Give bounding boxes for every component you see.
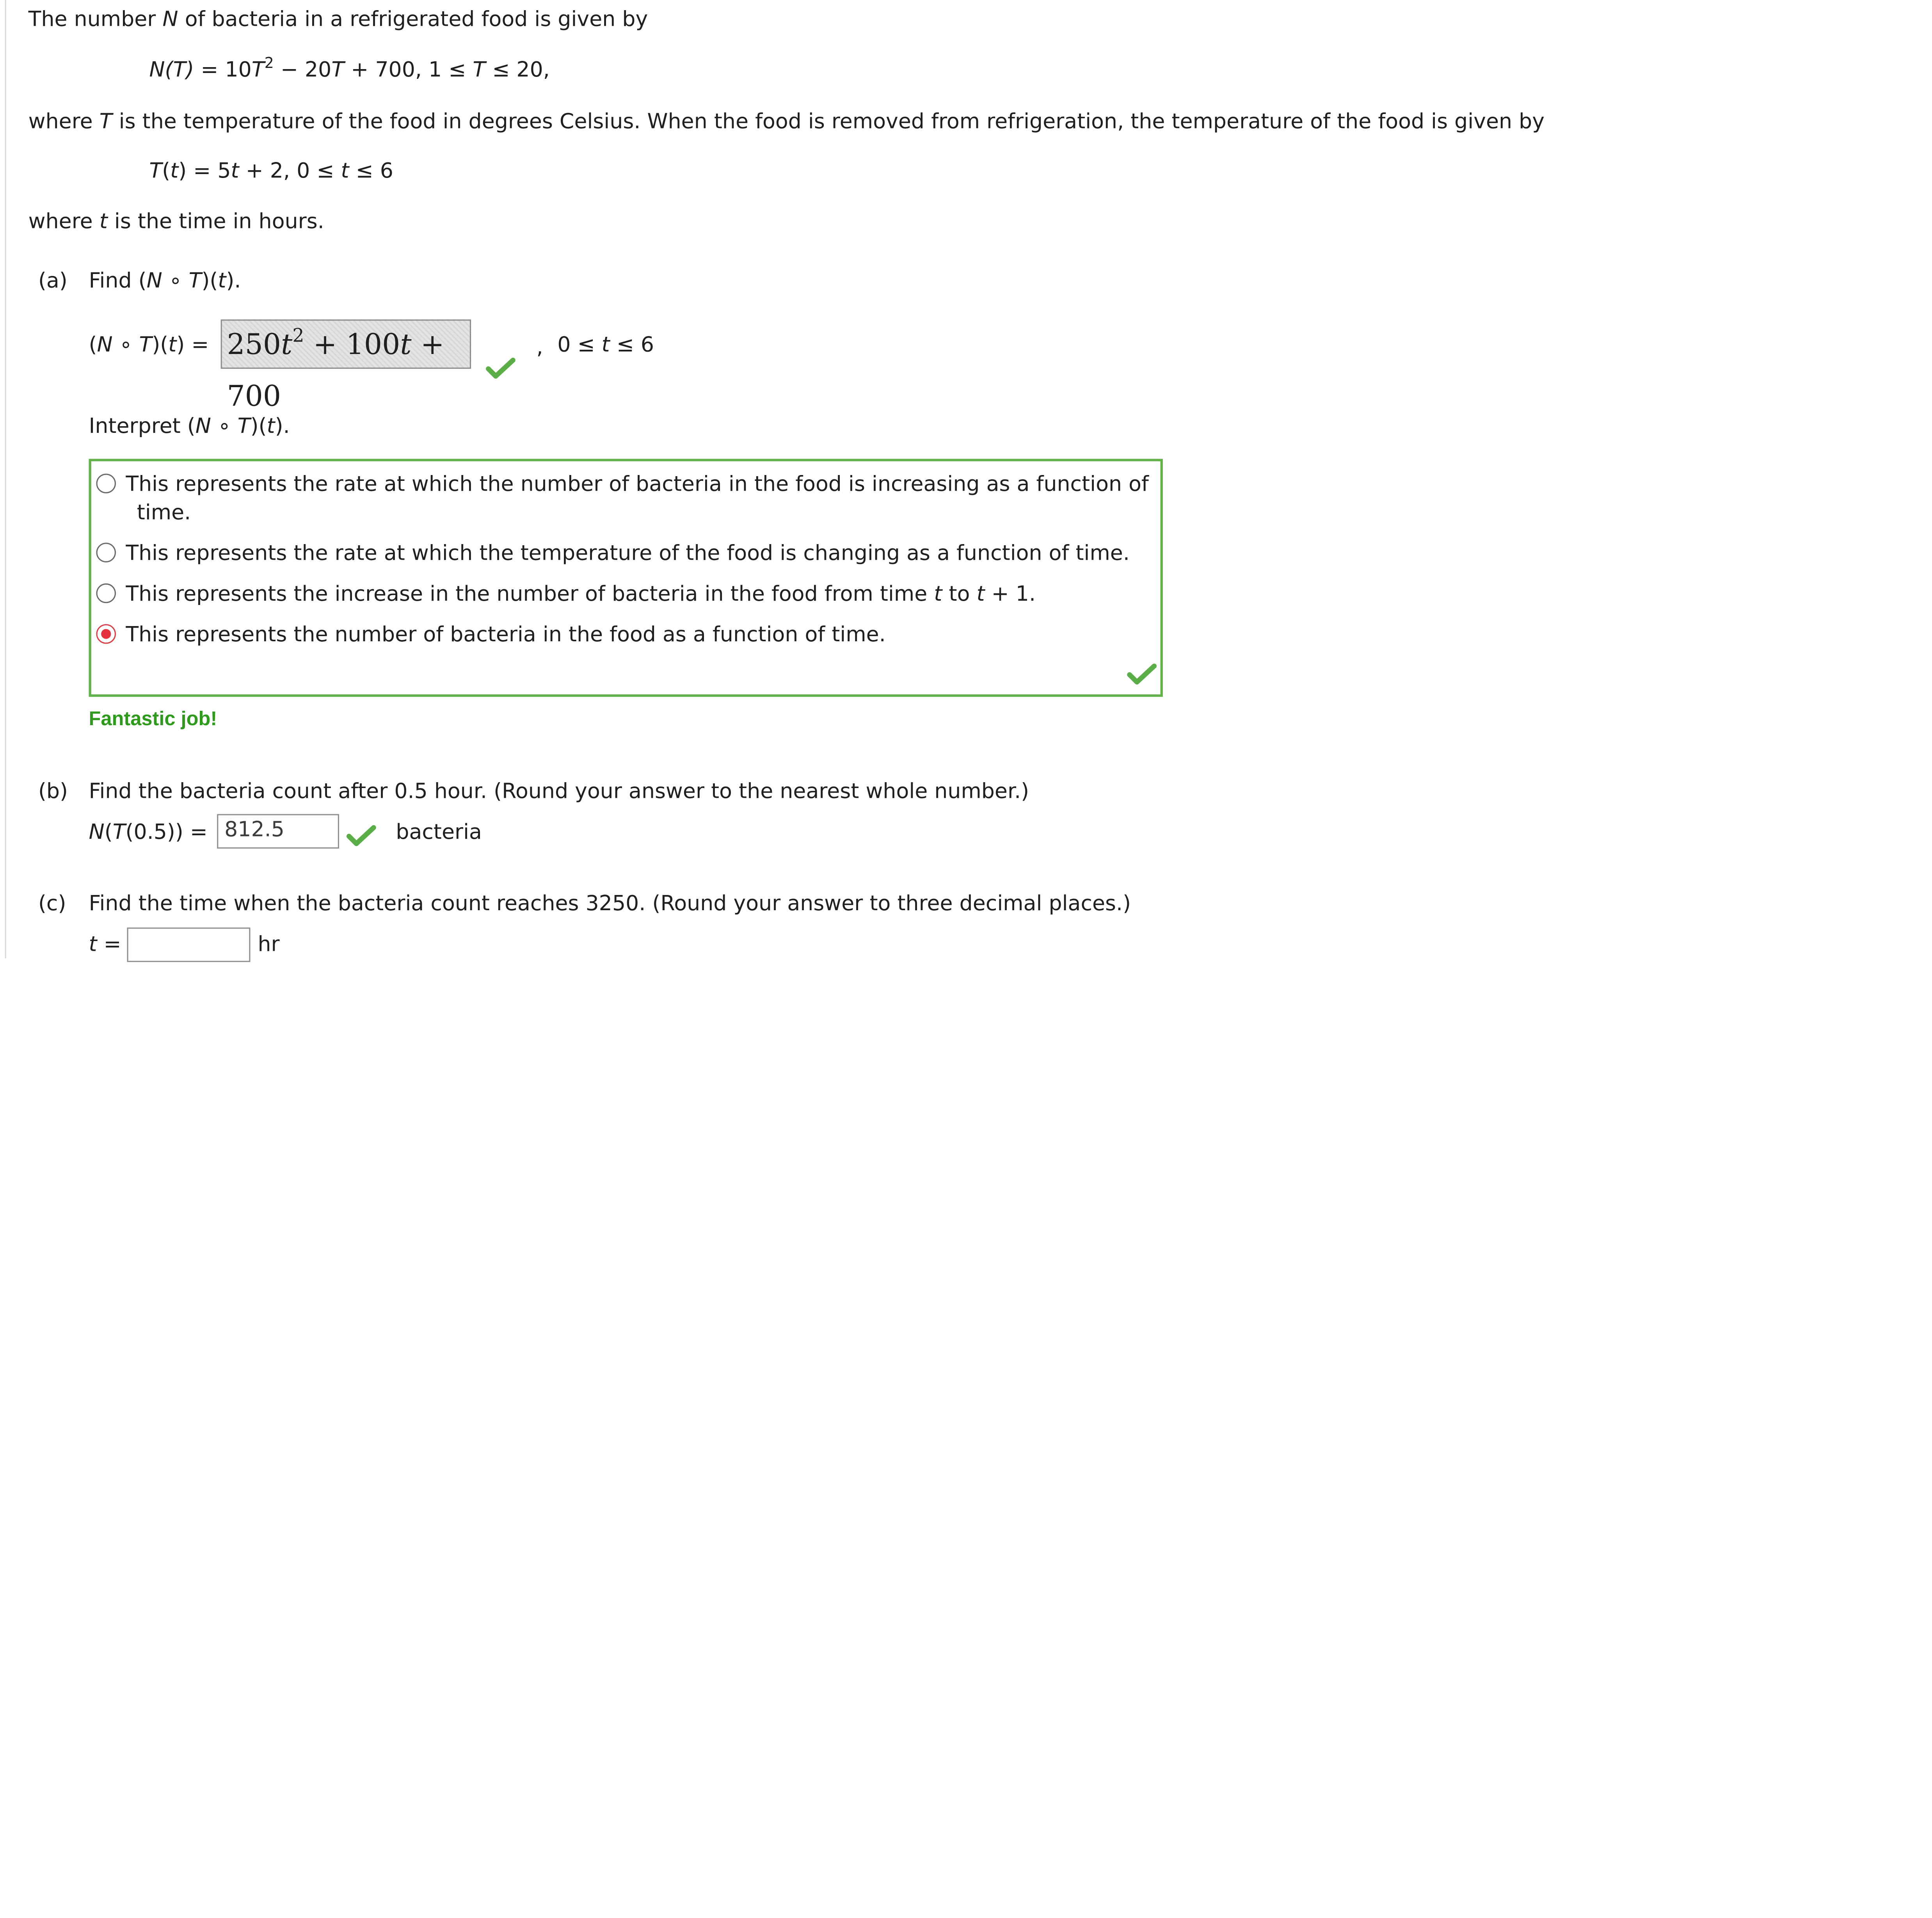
choice-var: t <box>934 582 942 607</box>
equation-T-of-t <box>149 158 393 185</box>
question-var: N <box>146 269 162 294</box>
part-a-question <box>89 268 241 295</box>
intro-text: of bacteria in a refrigerated food is given by <box>178 7 648 32</box>
eq-text: + 700, 1 ≤ <box>344 58 473 83</box>
choice-text: to <box>942 582 977 607</box>
eq-text: ≤ 6 <box>349 159 393 184</box>
part-c-label: (c) <box>38 891 66 916</box>
part-c-unit: hr <box>258 932 280 957</box>
intro-line-2 <box>28 109 1545 136</box>
lhs-text: (0.5)) = <box>125 820 208 845</box>
intro-text: The number <box>28 7 163 32</box>
part-b-unit: bacteria <box>396 820 482 845</box>
answer-term: + 100 <box>304 329 400 361</box>
radio-choice-2[interactable] <box>96 543 116 562</box>
part-c-question: Find the time when the bacteria count reaches 3250. (Round your answer to three decimal places.) <box>89 891 1131 916</box>
part-a-label: (a) <box>38 269 68 294</box>
eq-text: ( <box>162 159 171 184</box>
part-b-lhs <box>89 819 208 846</box>
eq-text: ) = 5 <box>178 159 231 184</box>
eq-exponent: 2 <box>264 54 274 72</box>
choice-text: + 1. <box>985 582 1036 607</box>
interpret-var: N <box>195 414 212 439</box>
part-b-answer-input[interactable]: 812.5 <box>217 814 339 849</box>
domain-text: ≤ 6 <box>610 333 654 358</box>
interpret-var: T <box>237 414 251 439</box>
eq-var: t <box>341 159 349 184</box>
radio-choice-3[interactable] <box>96 584 116 603</box>
question-var: t <box>218 269 226 294</box>
eq-var: T <box>473 58 486 83</box>
left-rule <box>5 0 6 958</box>
part-a-answer-lhs <box>89 332 209 359</box>
equation-N-of-T <box>149 54 550 85</box>
interpret-text: )( <box>250 414 267 439</box>
var-t: t <box>99 210 108 235</box>
intro-text: where <box>28 210 100 235</box>
eq-var: T <box>251 58 265 83</box>
choice-3-label[interactable] <box>126 581 1036 608</box>
answer-var: N <box>97 333 113 358</box>
choice-text: This represents the increase in the number of bacteria in the food from time <box>126 582 934 607</box>
compose-symbol: ∘ <box>162 269 189 294</box>
answer-text: ) = <box>176 333 209 358</box>
interpret-var: t <box>267 414 275 439</box>
interpret-text: Interpret ( <box>89 414 196 439</box>
answer-term: + 700 <box>227 329 444 413</box>
eq-text: ≤ 20, <box>485 58 550 83</box>
eq-var: t <box>170 159 179 184</box>
radio-choice-4-selected[interactable] <box>96 624 116 644</box>
answer-text: ( <box>89 333 97 358</box>
var-N: N <box>162 7 178 32</box>
choice-4-label[interactable]: This represents the number of bacteria in the food as a function of time. <box>126 623 886 648</box>
eq-var: T <box>331 58 345 83</box>
lhs-text: ( <box>104 820 113 845</box>
lhs-text: = <box>97 932 121 957</box>
answer-var: t <box>400 329 412 361</box>
eq-text: = 10 <box>194 58 252 83</box>
choice-2-label[interactable]: This represents the rate at which the temperature of the food is changing as a function of time. <box>126 541 1130 566</box>
interpret-text: ). <box>275 414 290 439</box>
choice-1-label[interactable]: This represents the rate at which the number of bacteria in the food is increasing as a function of <box>126 472 1149 497</box>
eq-var: T <box>149 159 162 184</box>
question-text: )( <box>201 269 218 294</box>
part-c-answer-input[interactable] <box>127 927 250 962</box>
choice-var: t <box>976 582 985 607</box>
domain-text: 0 ≤ <box>557 333 602 358</box>
question-text: ). <box>226 269 241 294</box>
answer-var: T <box>139 333 152 358</box>
intro-text: is the temperature of the food in degrees Celsius. When the food is removed from refrigeration, the temperature of the food is given by <box>112 110 1545 135</box>
eq-var: t <box>231 159 239 184</box>
check-icon <box>1127 664 1157 686</box>
eq-text: + 2, 0 ≤ <box>239 159 341 184</box>
var-T: T <box>99 110 112 135</box>
domain-var: t <box>601 333 610 358</box>
eq-lhs: N(T) <box>149 58 194 83</box>
intro-text: where <box>28 110 100 135</box>
answer-var: t <box>168 333 177 358</box>
lhs-var: N <box>89 820 105 845</box>
compose-symbol: ∘ <box>211 414 238 439</box>
question-var: T <box>188 269 202 294</box>
lhs-var: T <box>112 820 126 845</box>
part-a-answer-field[interactable] <box>221 319 471 413</box>
check-icon <box>347 825 376 847</box>
answer-text: )( <box>152 333 169 358</box>
part-b-label: (b) <box>38 779 68 804</box>
intro-text: is the time in hours. <box>107 210 324 235</box>
answer-coef: 250 <box>227 329 281 361</box>
part-a-domain-comma: , <box>536 335 543 360</box>
radio-choice-1[interactable] <box>96 473 116 493</box>
intro-line-3 <box>28 208 324 236</box>
feedback-message: Fantastic job! <box>89 709 217 730</box>
choice-1-label-line-2[interactable]: time. <box>137 500 191 526</box>
answer-exponent: 2 <box>292 324 304 347</box>
part-a-domain <box>557 332 654 359</box>
part-c-lhs <box>89 931 121 959</box>
answer-var: t <box>281 329 293 361</box>
part-b-question: Find the bacteria count after 0.5 hour. (Round your answer to the nearest whole number.) <box>89 779 1029 804</box>
compose-symbol: ∘ <box>112 333 139 358</box>
intro-line-1 <box>28 6 648 34</box>
check-icon <box>486 358 515 380</box>
eq-text: − 20 <box>274 58 332 83</box>
question-text: Find ( <box>89 269 147 294</box>
part-a-interpret <box>89 413 290 441</box>
lhs-var: t <box>89 932 97 957</box>
